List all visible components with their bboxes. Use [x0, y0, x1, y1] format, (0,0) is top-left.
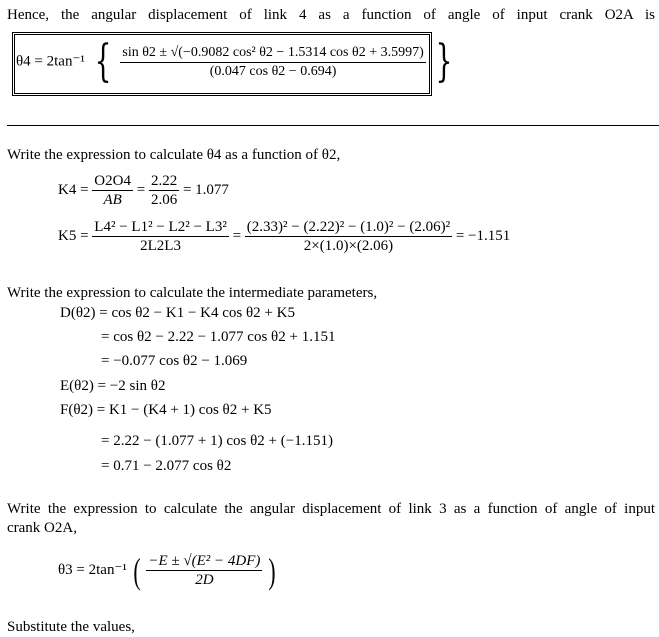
k4-frac2-den: 2.06: [150, 192, 178, 208]
param-f-line3: = 0.71 − 2.077 cos θ2: [101, 458, 232, 474]
theta3-denominator: 2D: [195, 572, 214, 588]
theta4-lhs: θ4 = 2tan⁻¹: [16, 53, 85, 70]
theta4-denominator: (0.047 cos θ2 − 0.694): [209, 63, 337, 79]
theta3-lhs: θ3 = 2tan⁻¹: [58, 561, 127, 578]
step2-instruction: Write the expression to calculate the intermediate parameters,: [7, 285, 378, 301]
k5-result: = −1.151: [455, 227, 511, 244]
k5-frac1-den: 2L2L3: [140, 238, 181, 254]
param-d-line3: = −0.077 cos θ2 − 1.069: [101, 353, 248, 369]
theta3-numerator: −E ± √(E² − 4DF): [148, 553, 261, 569]
param-d-line2: = cos θ2 − 2.22 − 1.077 cos θ2 + 1.151: [101, 329, 336, 345]
theta4-numerator: sin θ2 ± √(−0.9082 cos² θ2 − 1.5314 cos θ2 + 3.5997): [120, 44, 425, 63]
k4-frac1-num: O2O4: [94, 173, 131, 189]
k5-frac2-den: 2×(1.0)×(2.06): [303, 238, 394, 254]
k4-fraction-symbolic: [92, 172, 133, 209]
intro-paragraph: Hence, the angular displacement of link 4 as a function of angle of input crank O2A is: [7, 7, 655, 23]
k5-equation: K5 = $\frac{\text{L4² − L1² − L2² − L3²}}{2L2L3}$ = $\frac{\text{(2.33)² − (2.22)² − (1.0)² − (2.06)²}}{2\times(1.0)\times(2.06)}$ = −1.151: [58, 219, 511, 254]
right-brace: }: [435, 36, 452, 87]
param-d-line1: D(θ2) = cos θ2 − K1 − K4 cos θ2 + K5: [60, 305, 295, 321]
k5-fraction-numeric: [245, 218, 452, 255]
right-paren: ): [268, 550, 276, 591]
step1-instruction: Write the expression to calculate θ4 as a function of θ2,: [7, 147, 341, 163]
theta4-fraction: [120, 44, 425, 81]
k4-fraction-numeric: [149, 172, 179, 209]
k4-equation: K4 = $\frac{O2O4}{AB}$ = $\frac{2.22}{2.06}$ = 1.077: [58, 173, 229, 208]
k4-frac1-den: AB: [103, 192, 122, 208]
section-divider: [7, 125, 659, 126]
k5-lhs: K5 =: [58, 227, 89, 244]
k4-lhs: K4 =: [58, 181, 89, 198]
param-f-line2: = 2.22 − (1.077 + 1) cos θ2 + (−1.151): [101, 433, 333, 449]
k4-frac2-num: 2.22: [150, 173, 178, 189]
param-f-line1: F(θ2) = K1 − (K4 + 1) cos θ2 + K5: [60, 402, 272, 418]
param-e-line1: E(θ2) = −2 sin θ2: [60, 378, 166, 394]
step3-instruction-line1: Write the expression to calculate the angular displacement of link 3 as a function of angle of input: [7, 501, 655, 517]
substitute-instruction: Substitute the values,: [7, 619, 135, 635]
k5-frac2-num: (2.33)² − (2.22)² − (1.0)² − (2.06)²: [246, 219, 451, 235]
left-paren: (: [133, 550, 141, 591]
k5-fraction-symbolic: [92, 218, 229, 255]
theta4-equation: [16, 36, 458, 87]
k5-frac1-num: L4² − L1² − L2² − L3²: [94, 219, 227, 235]
left-brace: {: [94, 36, 112, 87]
theta3-fraction: [146, 552, 262, 589]
theta3-equation: [58, 552, 278, 589]
k4-result: = 1.077: [182, 181, 229, 198]
step3-instruction-line2: crank O2A,: [7, 520, 77, 536]
